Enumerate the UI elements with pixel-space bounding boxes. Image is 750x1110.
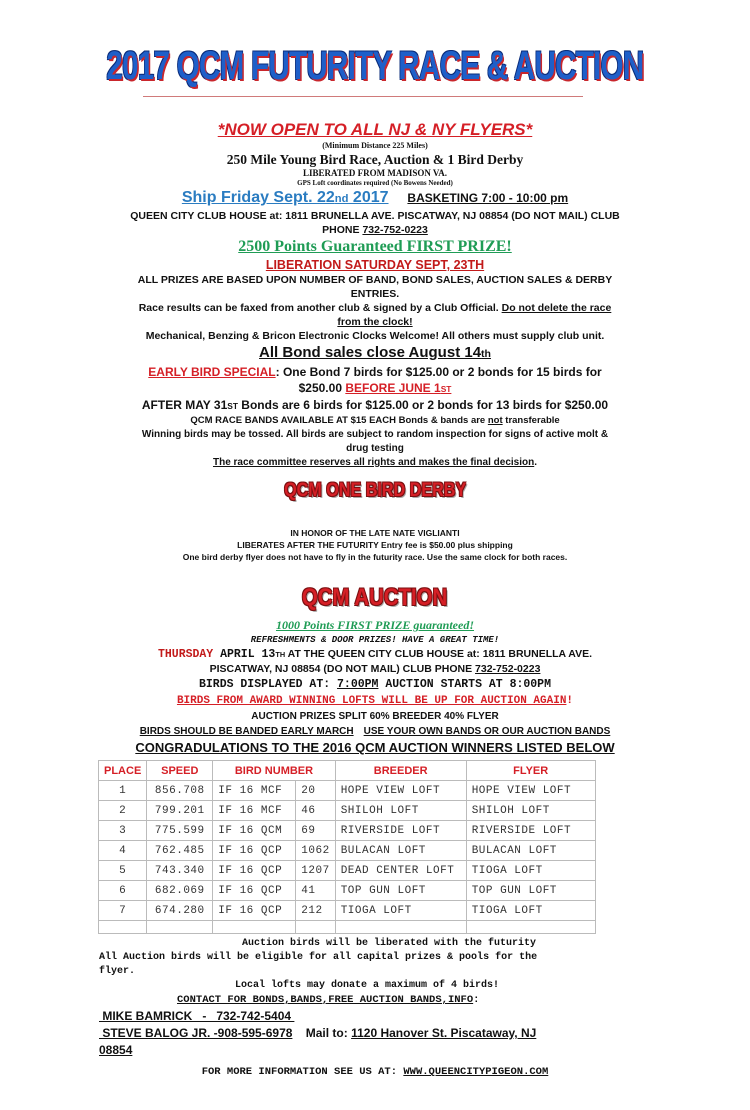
cell-breeder: TIOGA LOFT [335,901,466,921]
bond-close-text: All Bond sales close August 14 [259,344,482,361]
basketing-time: BASKETING 7:00 - 10:00 pm [407,191,569,205]
cell-flyer: HOPE VIEW LOFT [466,781,595,801]
cell-speed: 762.485 [147,841,213,861]
liberated-from: LIBERATED FROM MADISON VA. [302,168,448,178]
website-link[interactable]: WWW.QUEENCITYPIGEON.COM [403,1066,549,1078]
cell-flyer: TIOGA LOFT [466,861,595,881]
clocks-note: Mechanical, Benzing & Bricon Electronic Clocks Welcome! All others must supply club unit. [145,330,605,342]
donate-note: Local lofts may donate a maximum of 4 birds! [235,980,500,991]
derby-honor: IN HONOR OF THE LATE NATE VIGLIANTI [290,528,460,538]
header-flyer: FLYER [466,761,595,781]
display-label: BIRDS DISPLAYED AT: [199,678,338,691]
after-may-suffix: ST [227,401,238,411]
cell-band: IF 16 MCF [213,781,296,801]
cell-place: 6 [99,881,147,901]
derby-liberates: LIBERATES AFTER THE FUTURITY Entry fee is $50.00 plus shipping [237,540,513,550]
cell-breeder: TOP GUN LOFT [335,881,466,901]
phone-label: PHONE [322,224,363,236]
after-may-text: AFTER MAY 31 [141,398,228,412]
cell-band: IF 16 MCF [213,801,296,821]
gps-note: GPS Loft coordinates required (No Bowens Needed) [297,179,453,187]
header-bird-number: BIRD NUMBER [213,761,335,781]
contact-heading [177,993,750,1008]
cell-band: IF 16 QCP [213,841,296,861]
refreshments: REFRESHMENTS & DOOR PRIZES! HAVE A GREAT TIME! [250,635,500,645]
bond-close-suffix: th [481,348,491,360]
ship-year: 2017 [348,189,389,206]
cell-flyer: TIOGA LOFT [466,901,595,921]
auction-location: AT THE QUEEN CITY CLUB HOUSE at: 1811 BRUNELLA AVE. [285,648,592,660]
cell-speed: 674.280 [147,901,213,921]
table-row [99,881,596,901]
empty-cell [147,921,213,934]
cell-flyer: RIVERSIDE LOFT [466,821,595,841]
cell-band: IF 16 QCP [213,861,296,881]
cell-bird-number: 20 [296,781,335,801]
club-phone-line [85,223,665,237]
liberation-date: LIBERATION SATURDAY SEPT, 23TH [265,258,485,272]
auction-start: AUCTION STARTS AT 8:00PM [378,678,551,691]
cell-place: 3 [99,821,147,841]
cell-flyer: TOP GUN LOFT [466,881,595,901]
committee-line [85,456,665,470]
auction-location-2 [85,662,665,677]
cell-breeder: HOPE VIEW LOFT [335,781,466,801]
table-row [99,801,596,821]
cell-flyer: BULACAN LOFT [466,841,595,861]
cell-speed: 682.069 [147,881,213,901]
derby-title: QCM ONE BIRD DERBY [283,480,467,501]
early-bird-text: : One Bond 7 birds for $125.00 or 2 bonds for 15 birds for [275,365,602,379]
after-may-terms: Bonds are 6 birds for $125.00 or 2 bonds for 13 birds for $250.00 [237,398,609,412]
cell-flyer: SHILOH LOFT [466,801,595,821]
early-bird-price: $250.00 [298,381,346,395]
before-june [345,381,451,395]
min-distance: (Minimum Distance 225 Miles) [322,141,428,150]
bond-close [85,343,665,364]
table-header-row [99,761,596,781]
contact-heading-end: : [473,994,480,1006]
contact-steve-line [99,1025,659,1042]
prizes-line-1: ALL PRIZES ARE BASED UPON NUMBER OF BAND, BOND SALES, AUCTION SALES & DERBY [137,274,613,286]
own-bands-note: USE YOUR OWN BANDS OR OUR AUCTION BANDS [363,726,611,737]
cell-place: 2 [99,801,147,821]
empty-cell [213,921,296,934]
liberated-with: Auction birds will be liberated with the futurity [242,938,537,949]
auction-first-prize: 1000 Points FIRST PRIZE guaranteed! [275,618,475,632]
header-speed: SPEED [147,761,213,781]
auction-day: THURSDAY [157,648,214,661]
cell-bird-number: 1062 [296,841,335,861]
committee-end: . [534,457,538,468]
early-bird-line-1 [65,364,685,380]
table-row [99,781,596,801]
cell-bird-number: 41 [296,881,335,901]
fax-line-1 [65,301,685,315]
auction-date-line [65,647,685,662]
race-name: 250 Mile Young Bird Race, Auction & 1 Bird Derby [226,152,524,167]
cell-speed: 856.708 [147,781,213,801]
cell-speed: 775.599 [147,821,213,841]
race-bands-line [65,414,685,428]
cell-band: IF 16 QCP [213,901,296,921]
title-divider [143,96,583,97]
cell-bird-number: 1207 [296,861,335,881]
cell-bird-number: 69 [296,821,335,841]
ship-date [182,189,389,206]
cell-breeder: SHILOH LOFT [335,801,466,821]
cell-breeder: BULACAN LOFT [335,841,466,861]
award-lofts: BIRDS FROM AWARD WINNING LOFTS WILL BE UP FOR AUCTION AGAIN [176,695,567,707]
page-title: 2017 QCM FUTURITY RACE & AUCTION [106,44,644,88]
empty-cell [99,921,147,934]
winners-table-wrap [98,760,658,934]
cell-bird-number: 212 [296,901,335,921]
cell-breeder: RIVERSIDE LOFT [335,821,466,841]
cell-band: IF 16 QCM [213,821,296,841]
table-row [99,841,596,861]
eligible-line-2: flyer. [99,966,136,977]
auction-title: QCM AUCTION [302,584,448,611]
tossed-line-1: Winning birds may be tossed. All birds are subject to random inspection for signs of active molt & [141,429,609,440]
title-banner [0,42,750,94]
winners-table [98,760,596,934]
auction-banner [85,582,665,617]
contact-heading-text: CONTACT FOR BONDS,BANDS,FREE AUCTION BANDS,INFO [177,994,474,1006]
ship-date-suffix: nd [334,193,349,205]
first-prize: 2500 Points Guaranteed FIRST PRIZE! [238,238,512,255]
table-row [99,861,596,881]
empty-cell [335,921,466,934]
cell-breeder: DEAD CENTER LOFT [335,861,466,881]
cell-speed: 799.201 [147,801,213,821]
cell-place: 4 [99,841,147,861]
eligible-line-1: All Auction birds will be eligible for all capital prizes & pools for the [99,952,538,963]
after-may-line [55,397,695,414]
auction-date-suffix: TH [275,650,286,659]
derby-note: One bird derby flyer does not have to fly in the futurity race. Use the same clock for both races. [182,552,568,562]
race-bands-end: transferable [502,415,560,426]
contact-mike[interactable]: MIKE BAMRICK - 732-742-5404 [99,1009,295,1023]
cell-place: 7 [99,901,147,921]
race-bands-not: not [487,415,503,426]
before-june-suffix: ST [440,384,452,394]
club-phone[interactable]: 732-752-0223 [362,224,428,236]
header-place: PLACE [99,761,147,781]
more-info-line [85,1065,665,1080]
congrats-heading: CONGRADULATIONS TO THE 2016 QCM AUCTION WINNERS LISTED BELOW [135,740,615,755]
prizes-line-2: ENTRIES. [350,288,400,300]
empty-cell [466,921,595,934]
mail-zip: 08854 [99,1043,133,1057]
fax-warning: Do not delete the race [501,302,612,314]
cell-place: 1 [99,781,147,801]
ship-line [85,188,665,209]
award-lofts-end: ! [566,695,574,707]
auction-address: PISCATWAY, NJ 08854 (DO NOT MAIL) CLUB PHONE [209,663,476,675]
table-row [99,901,596,921]
race-bands-text: QCM RACE BANDS AVAILABLE AT $15 EACH Bonds & bands are [190,415,488,426]
display-times [85,677,665,693]
prize-split: AUCTION PRIZES SPLIT 60% BREEDER 40% FLYER [251,711,499,722]
table-empty-row [99,921,596,934]
open-notice: *NOW OPEN TO ALL NJ & NY FLYERS* [217,120,533,139]
mail-address: 1120 Hanover St. Piscataway, NJ [351,1026,537,1040]
auction-phone[interactable]: 732-752-0223 [475,663,541,675]
banding-line [55,724,695,739]
cell-bird-number: 46 [296,801,335,821]
early-bird-label: EARLY BIRD SPECIAL [148,365,276,379]
contact-steve[interactable]: STEVE BALOG JR. -908-595-6978 [99,1026,293,1040]
ship-date-text: Ship Friday Sept. 22 [181,189,335,206]
header-breeder: BREEDER [335,761,466,781]
cell-speed: 743.340 [147,861,213,881]
empty-cell [296,921,335,934]
before-june-text: BEFORE JUNE 1 [345,381,441,395]
committee-text: The race committee reserves all rights and makes the final decision [212,457,535,468]
display-time: 7:00PM [337,678,379,691]
banding-note: BIRDS SHOULD BE BANDED EARLY MARCH [139,726,354,737]
award-lofts-line [65,693,685,709]
tossed-line-2: drug testing [346,443,404,454]
mail-label: Mail to: [292,1026,352,1040]
cell-band: IF 16 QCP [213,881,296,901]
fax-line-2: from the clock! [337,316,413,328]
derby-banner [85,478,665,505]
cell-place: 5 [99,861,147,881]
table-row [99,821,596,841]
early-bird-line-2 [85,380,665,397]
fax-text: Race results can be faxed from another club & signed by a Club Official. [138,302,502,314]
more-info-text: FOR MORE INFORMATION SEE US AT: [201,1066,404,1078]
clubhouse-address: QUEEN CITY CLUB HOUSE at: 1811 BRUNELLA AVE. PISCATWAY, NJ 08854 (DO NOT MAIL) CLUB [130,210,620,222]
auction-date: APRIL 13 [213,648,276,661]
